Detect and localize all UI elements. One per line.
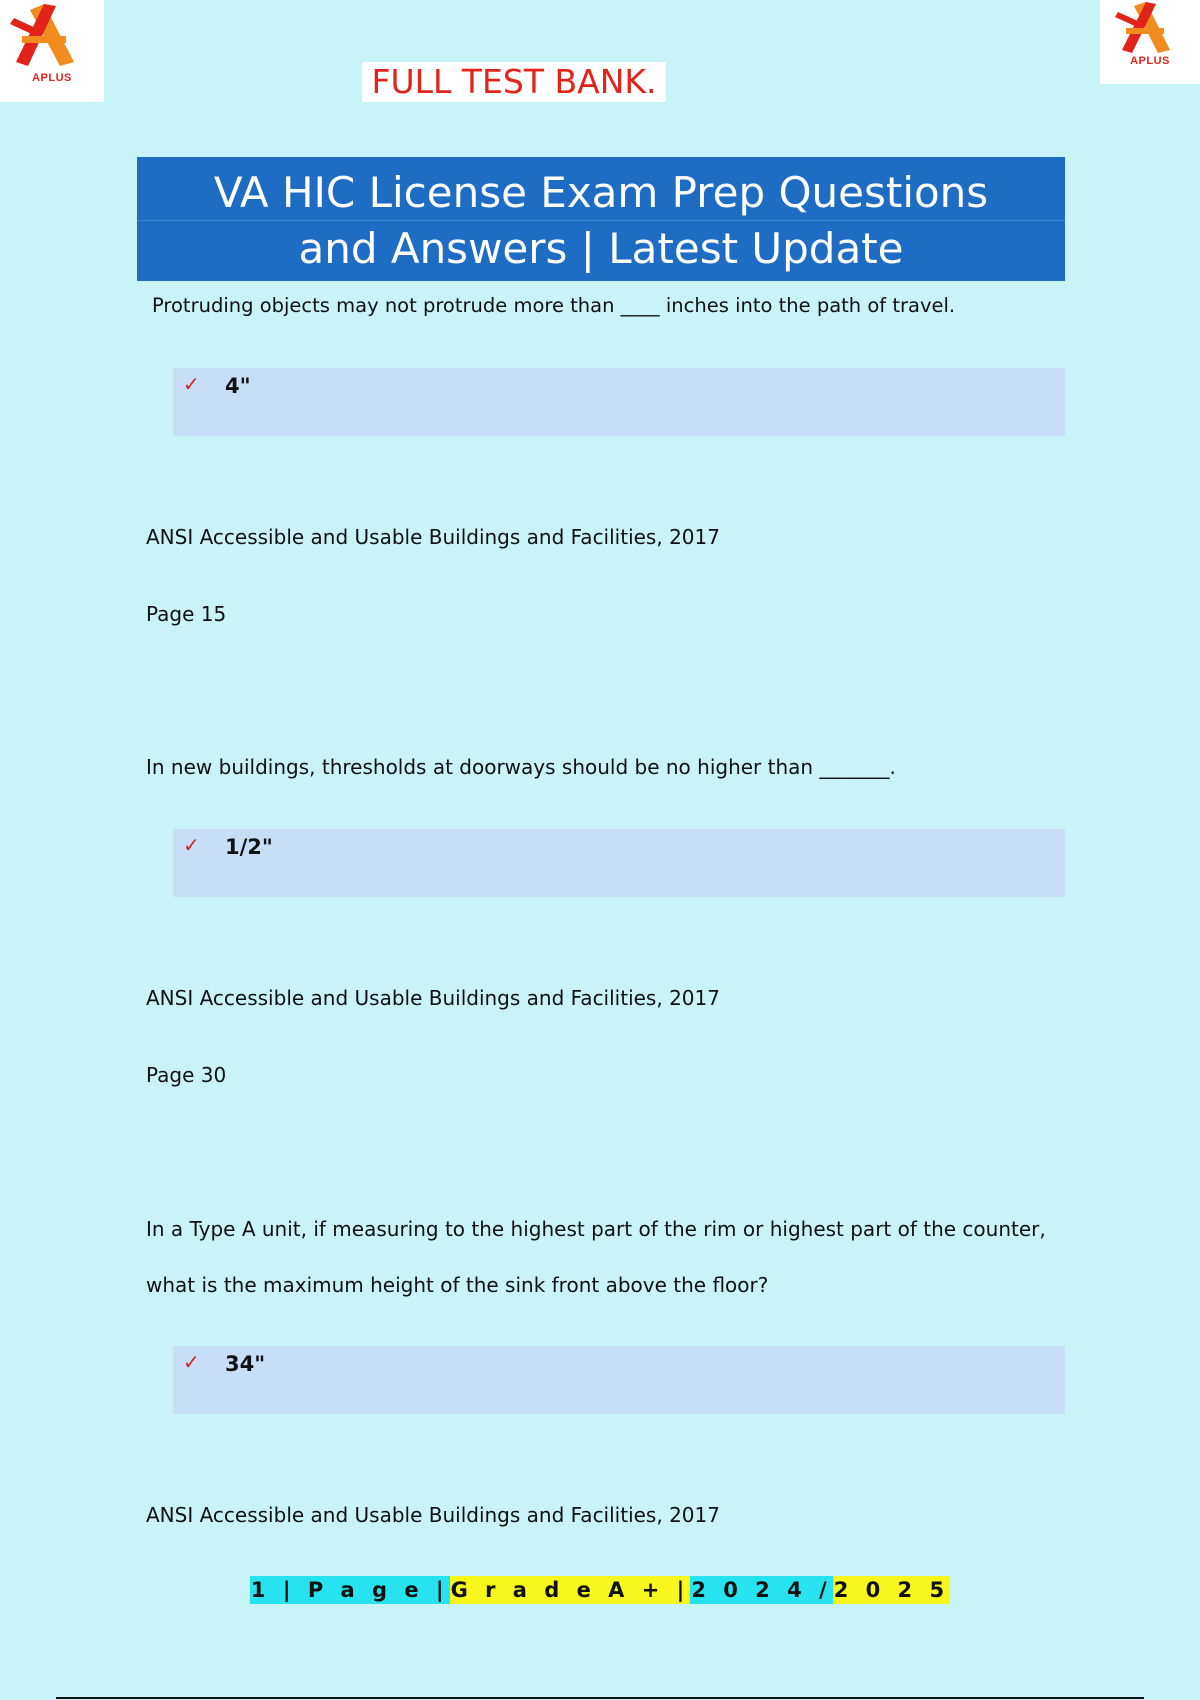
question-3-line-2: what is the maximum height of the sink front above the floor? bbox=[146, 1273, 769, 1297]
answer-3-text: 34" bbox=[225, 1352, 266, 1376]
check-icon: ✓ bbox=[183, 833, 200, 857]
question-1-text: Protruding objects may not protrude more than ____ inches into the path of travel. bbox=[152, 294, 956, 317]
full-test-bank-banner: FULL TEST BANK. bbox=[362, 62, 666, 102]
title-divider bbox=[137, 220, 1065, 221]
reference-3: ANSI Accessible and Usable Buildings and Facilities, 2017 bbox=[146, 1503, 720, 1527]
aplus-logo-icon bbox=[1100, 0, 1200, 56]
answer-2-text: 1/2" bbox=[225, 835, 273, 859]
page-ref-2: Page 30 bbox=[146, 1063, 227, 1087]
aplus-logo-left bbox=[0, 0, 104, 102]
page-ref-1: Page 15 bbox=[146, 602, 227, 626]
answer-2-box bbox=[173, 829, 1065, 897]
reference-2: ANSI Accessible and Usable Buildings and Facilities, 2017 bbox=[146, 986, 720, 1010]
aplus-logo-right bbox=[1100, 0, 1200, 84]
question-3-line-1: In a Type A unit, if measuring to the highest part of the rim or highest part of the counter, bbox=[146, 1217, 1046, 1241]
answer-1-text: 4" bbox=[225, 374, 251, 398]
bottom-rule bbox=[56, 1697, 1144, 1699]
document-title bbox=[137, 157, 1065, 281]
title-line-1: VA HIC License Exam Prep Questions bbox=[213, 168, 989, 217]
logo-text: APLUS bbox=[1130, 55, 1170, 67]
footer-page-number: 1 | P a g e | bbox=[250, 1578, 449, 1602]
footer-grade: G r a d e A + | bbox=[450, 1578, 690, 1602]
answer-3-box bbox=[173, 1346, 1065, 1414]
footer-year-start: 2 0 2 4 / bbox=[691, 1578, 832, 1602]
answer-1-box bbox=[173, 368, 1065, 436]
check-icon: ✓ bbox=[183, 1350, 200, 1374]
logo-text: APLUS bbox=[32, 72, 72, 84]
title-line-2: and Answers | Latest Update bbox=[298, 224, 904, 273]
question-2-text: In new buildings, thresholds at doorways should be no higher than _______. bbox=[146, 755, 896, 779]
page-footer bbox=[0, 1576, 1200, 1604]
footer-year-end: 2 0 2 5 bbox=[833, 1578, 950, 1602]
aplus-logo-icon bbox=[0, 0, 104, 72]
check-icon: ✓ bbox=[183, 372, 200, 396]
reference-1: ANSI Accessible and Usable Buildings and Facilities, 2017 bbox=[146, 525, 720, 549]
